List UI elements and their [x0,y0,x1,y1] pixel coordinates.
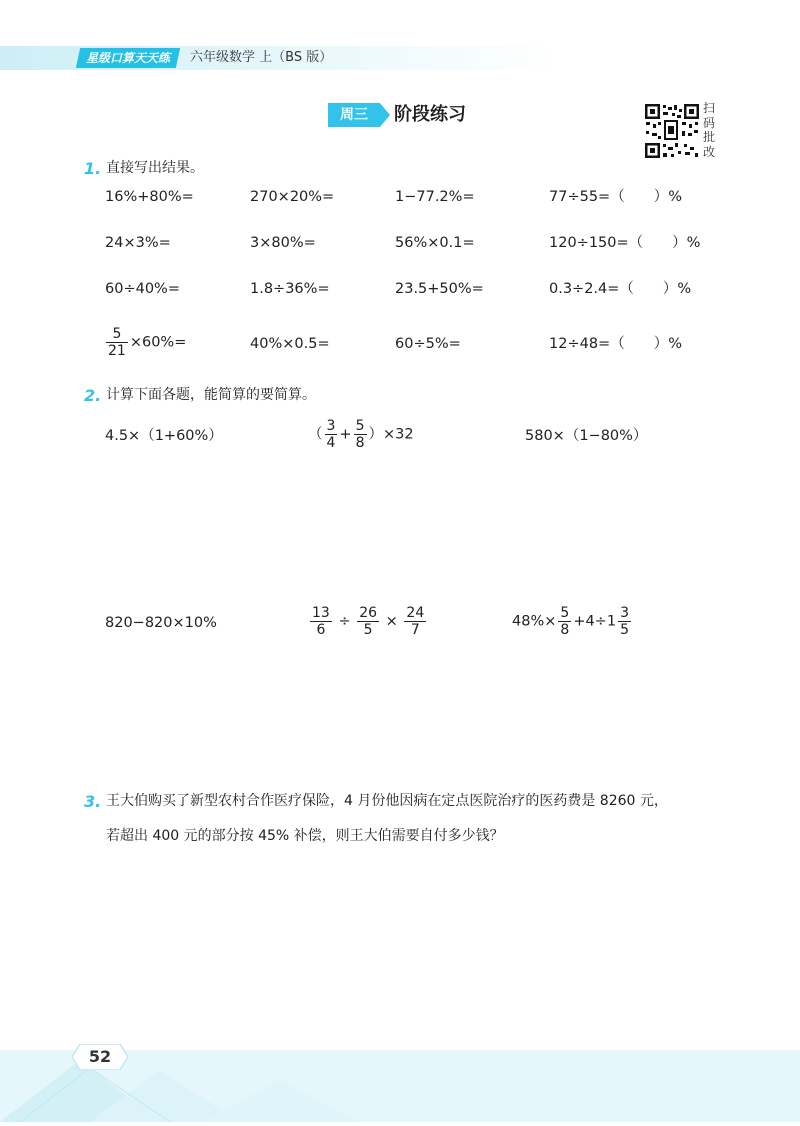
fraction [354,418,367,451]
q2-prompt: 计算下面各题，能简算的要简算。 [106,387,316,403]
fraction [325,418,338,451]
fraction-numerator: 26 [359,605,378,621]
page-number: 52 [88,1047,112,1066]
fraction-denominator: 8 [560,622,570,638]
qr-code-icon[interactable] [644,103,700,159]
qr-label-char: 扫 [703,101,716,115]
qr-label [703,101,717,159]
fraction [310,605,332,638]
q1-item: 24×3%= [105,235,171,251]
fraction-denominator: 4 [326,435,336,451]
q2-problem-1: 4.5×（1+60%） [105,428,223,444]
fraction [558,605,571,638]
expression-part: +4÷1 [573,613,617,630]
qr-label-char: 批 [703,130,716,144]
q2-problem-3: 580×（1−80%） [525,428,648,444]
fraction-numerator: 3 [326,418,336,434]
day-tag: 周三 [328,103,380,127]
q1-item: 120÷150=（ ）% [549,235,701,251]
operator: × [385,613,398,630]
qr-label-char: 码 [703,115,716,130]
q3-line-1: 王大伯购买了新型农村合作医疗保险，4 月份他因病在定点医院治疗的医药费是 8260 元， [106,793,668,809]
q1-item: 0.3÷2.4=（ ）% [549,281,692,297]
fraction-numerator: 13 [312,605,330,621]
fraction-denominator: 5 [620,622,629,638]
q2-number: 2. [84,386,102,405]
q1-item: 77÷55=（ ）% [549,189,682,205]
q1-item: 60÷40%= [105,281,180,297]
fraction [106,326,128,359]
page-title: 阶段练习 [394,104,466,125]
fraction [404,605,426,638]
q1-item: 1−77.2%= [395,189,475,205]
q1-item: 3×80%= [250,235,316,251]
fraction-numerator: 5 [355,418,365,434]
paren-close: ）×32 [368,426,414,443]
fraction-numerator: 3 [620,605,629,621]
q1-item: 12÷48=（ ）% [549,336,682,352]
operator: + [339,426,352,443]
q1-item: 60÷5%= [395,336,461,352]
fraction-denominator: 5 [363,622,373,638]
book-title: 六年级数学 上（BS 版） [190,50,333,65]
q1-item: 40%×0.5= [250,336,330,352]
q1-item: 270×20%= [250,189,335,205]
q1-item-fraction [104,326,186,359]
q1-prompt: 直接写出结果。 [106,160,204,176]
q1-item: 16%+80%= [105,189,194,205]
fraction-numerator: 5 [560,605,570,621]
fraction-denominator: 6 [316,622,326,638]
fraction-numerator: 24 [406,605,425,621]
brand-badge [76,48,180,68]
brand-text: 星级口算天天练 [86,51,171,65]
q1-item: 56%×0.1= [395,235,475,251]
paren-open: （ [308,426,323,443]
fraction [618,605,631,638]
q3-number: 3. [84,792,102,811]
fraction-denominator: 21 [108,343,126,359]
operator: ÷ [338,613,351,630]
q3-line-2: 若超出 400 元的部分按 45% 补偿，则王大伯需要自付多少钱？ [106,828,504,844]
fraction-denominator: 7 [410,622,420,638]
q2-problem-2 [308,418,414,451]
q1-number: 1. [84,159,102,178]
expression-part: 48%× [512,613,557,630]
q2-problem-4: 820−820×10% [105,615,217,631]
q2-problem-6 [512,605,633,638]
fraction-numerator: 5 [106,326,128,343]
q1-item-rest: ×60%= [129,334,187,351]
fraction [357,605,379,638]
q2-problem-5 [308,605,428,638]
q1-item: 1.8÷36%= [250,281,330,297]
q1-item: 23.5+50%= [395,281,484,297]
qr-label-char: 改 [703,144,716,159]
fraction-denominator: 8 [355,435,365,451]
